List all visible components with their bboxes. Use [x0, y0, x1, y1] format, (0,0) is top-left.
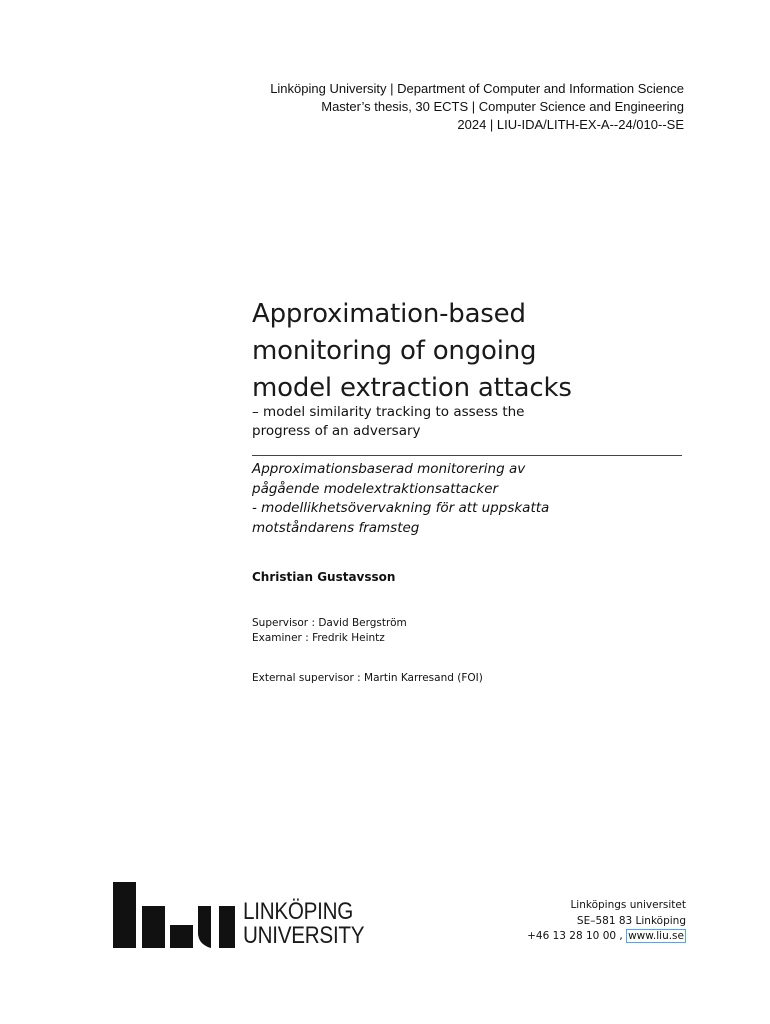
supervision-block [252, 616, 407, 645]
swedish-title-line-3: - modellikhetsövervakning för att uppskatta [252, 500, 550, 516]
liu-logo [113, 882, 393, 950]
swedish-title [252, 460, 682, 538]
thesis-title [252, 296, 692, 407]
thesis-subtitle [252, 403, 682, 441]
header-university-line: Linköping University | Department of Computer and Information Science [270, 81, 684, 96]
logo-wordmark [243, 900, 364, 948]
examiner-line: Examiner : Fredrik Heintz [252, 631, 385, 644]
header-report-id-line: 2024 | LIU-IDA/LITH-EX-A--24/010--SE [457, 117, 684, 132]
external-supervisor [252, 672, 483, 684]
thesis-header [160, 80, 684, 134]
address-contact-line [470, 929, 686, 945]
swedish-title-line-4: motståndarens framsteg [252, 519, 420, 536]
title-line-3: model extraction attacks [252, 373, 572, 403]
header-degree-line: Master’s thesis, 30 ECTS | Computer Science and Engineering [321, 99, 684, 114]
title-divider [252, 455, 682, 456]
address-line-2: SE–581 83 Linköping [576, 914, 686, 927]
university-address [470, 898, 686, 945]
title-line-1: Approximation-based [252, 299, 526, 329]
website-link[interactable]: www.liu.se [628, 930, 684, 942]
phone-number: +46 13 28 10 00 , [527, 930, 623, 942]
logo-wordmark-line-1: LINKÖPING [243, 898, 354, 925]
external-supervisor-line: External supervisor : Martin Karresand (FOI) [252, 672, 483, 684]
author-name: Christian Gustavsson [252, 570, 396, 584]
address-line-1: Linköpings universitet [570, 899, 686, 911]
liu-logo-mark-icon [113, 882, 235, 950]
subtitle-line-1: – model similarity tracking to assess the [252, 404, 525, 420]
swedish-title-line-2: pågående modelextraktionsattacker [252, 480, 499, 497]
swedish-title-line-1: Approximationsbaserad monitorering av [252, 461, 526, 477]
title-line-2: monitoring of ongoing [252, 336, 537, 366]
logo-wordmark-line-2: UNIVERSITY [243, 922, 365, 949]
supervisor-line: Supervisor : David Bergström [252, 617, 407, 629]
subtitle-line-2: progress of an adversary [252, 423, 421, 439]
